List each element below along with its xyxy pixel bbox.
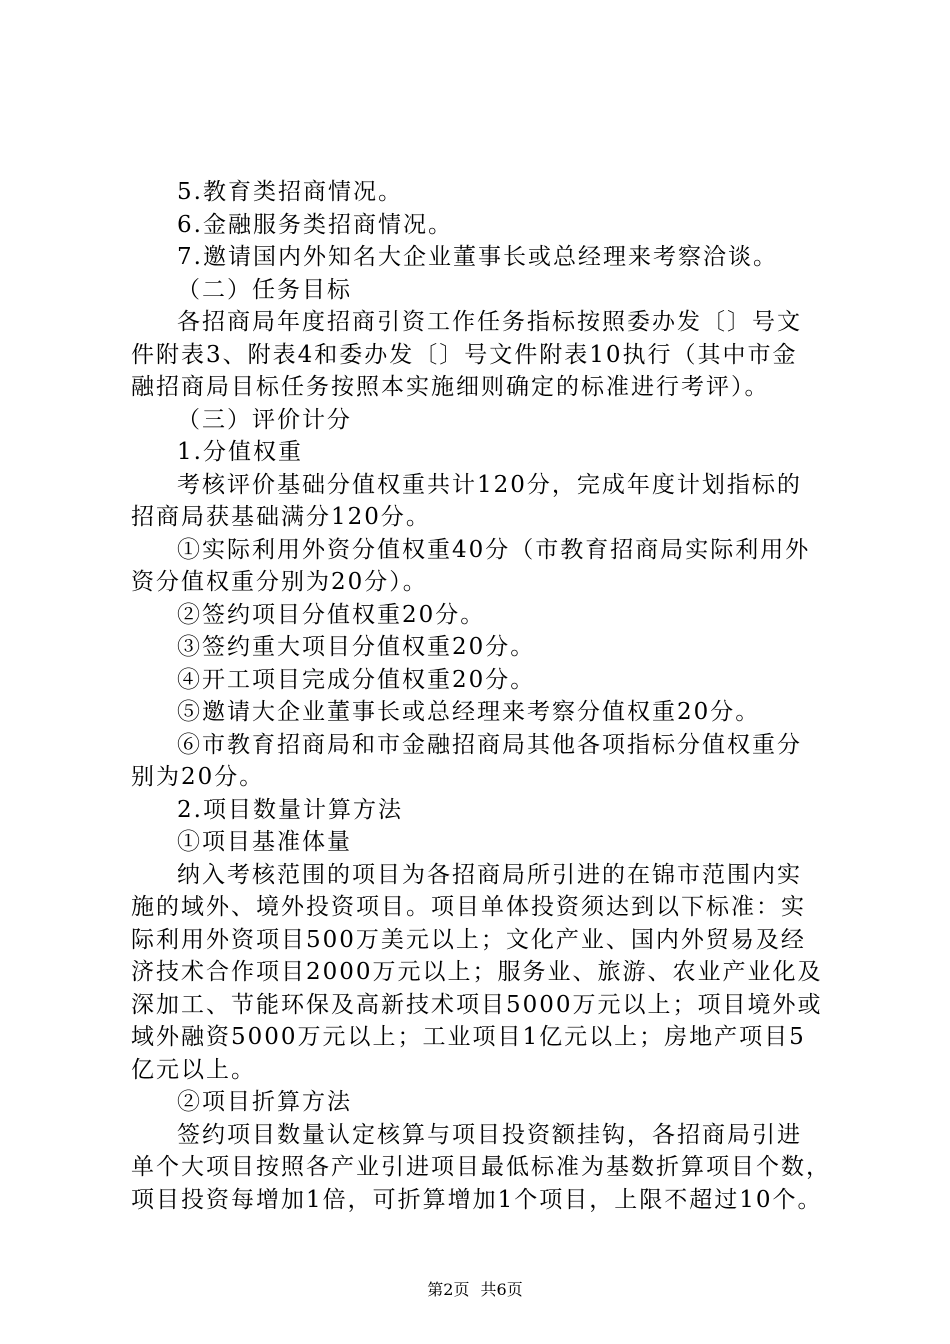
paragraph-line: 亿元以上。	[131, 1056, 256, 1083]
paragraph-line: 签约项目数量认定核算与项目投资额挂钩，各招商局引进	[177, 1121, 802, 1148]
list-item: ③签约重大项目分值权重20分。	[177, 634, 536, 660]
list-item: ⑤邀请大企业董事长或总经理来考察分值权重20分。	[177, 699, 761, 725]
page-total: 共6页	[480, 1280, 523, 1299]
document-body	[131, 176, 831, 1216]
subsection-heading: 2.项目数量计算方法	[177, 796, 403, 823]
page-number: 第2页	[427, 1280, 470, 1299]
paragraph-line: 各招商局年度招商引资工作任务指标按照委办发〔〕号文	[177, 309, 802, 335]
paragraph-line: 施的域外、境外投资项目。项目单体投资须达到以下标准：实	[131, 894, 806, 920]
list-item: ②签约项目分值权重20分。	[177, 601, 486, 628]
list-item: ②项目折算方法	[177, 1089, 352, 1115]
paragraph-line: 际利用外资项目500万美元以上；文化产业、国内外贸易及经	[131, 926, 806, 953]
paragraph-line: 6.金融服务类招商情况。	[177, 211, 453, 238]
list-item: ④开工项目完成分值权重20分。	[177, 666, 536, 693]
list-item: ①实际利用外资分值权重40分（市教育招商局实际利用外	[177, 536, 811, 563]
paragraph-line: 5.教育类招商情况。	[177, 179, 403, 205]
section-heading: （三）评价计分	[177, 406, 352, 433]
paragraph-line: 域外融资5000万元以上；工业项目1亿元以上；房地产项目5	[131, 1024, 806, 1050]
paragraph-line: 招商局获基础满分120分。	[131, 504, 431, 530]
paragraph-line: 深加工、节能环保及高新技术项目5000万元以上；项目境外或	[131, 991, 823, 1018]
list-item: ⑥市教育招商局和市金融招商局其他各项指标分值权重分	[177, 731, 802, 758]
paragraph-line: 济技术合作项目2000万元以上；服务业、旅游、农业产业化及	[131, 959, 823, 985]
paragraph-line: 单个大项目按照各产业引进项目最低标准为基数折算项目个数，	[131, 1154, 831, 1180]
paragraph-line: 纳入考核范围的项目为各招商局所引进的在锦市范围内实	[177, 861, 802, 888]
paragraph-line: 件附表3、附表4和委办发〔〕号文件附表10执行（其中市金	[131, 341, 798, 368]
paragraph-line: 项目投资每增加1倍，可折算增加1个项目，上限不超过10个。	[131, 1186, 823, 1213]
paragraph-line: 考核评价基础分值权重共计120分，完成年度计划指标的	[177, 471, 802, 498]
page-footer	[0, 1280, 950, 1300]
paragraph-line: 资分值权重分别为20分）。	[131, 569, 428, 595]
paragraph-line: 别为20分。	[131, 764, 265, 790]
list-item: ①项目基准体量	[177, 829, 352, 855]
subsection-heading: 1.分值权重	[177, 439, 303, 465]
paragraph-line: 融招商局目标任务按照本实施细则确定的标准进行考评）。	[131, 374, 770, 400]
paragraph-line: 7.邀请国内外知名大企业董事长或总经理来考察洽谈。	[177, 244, 778, 270]
section-heading: （二）任务目标	[177, 276, 352, 303]
